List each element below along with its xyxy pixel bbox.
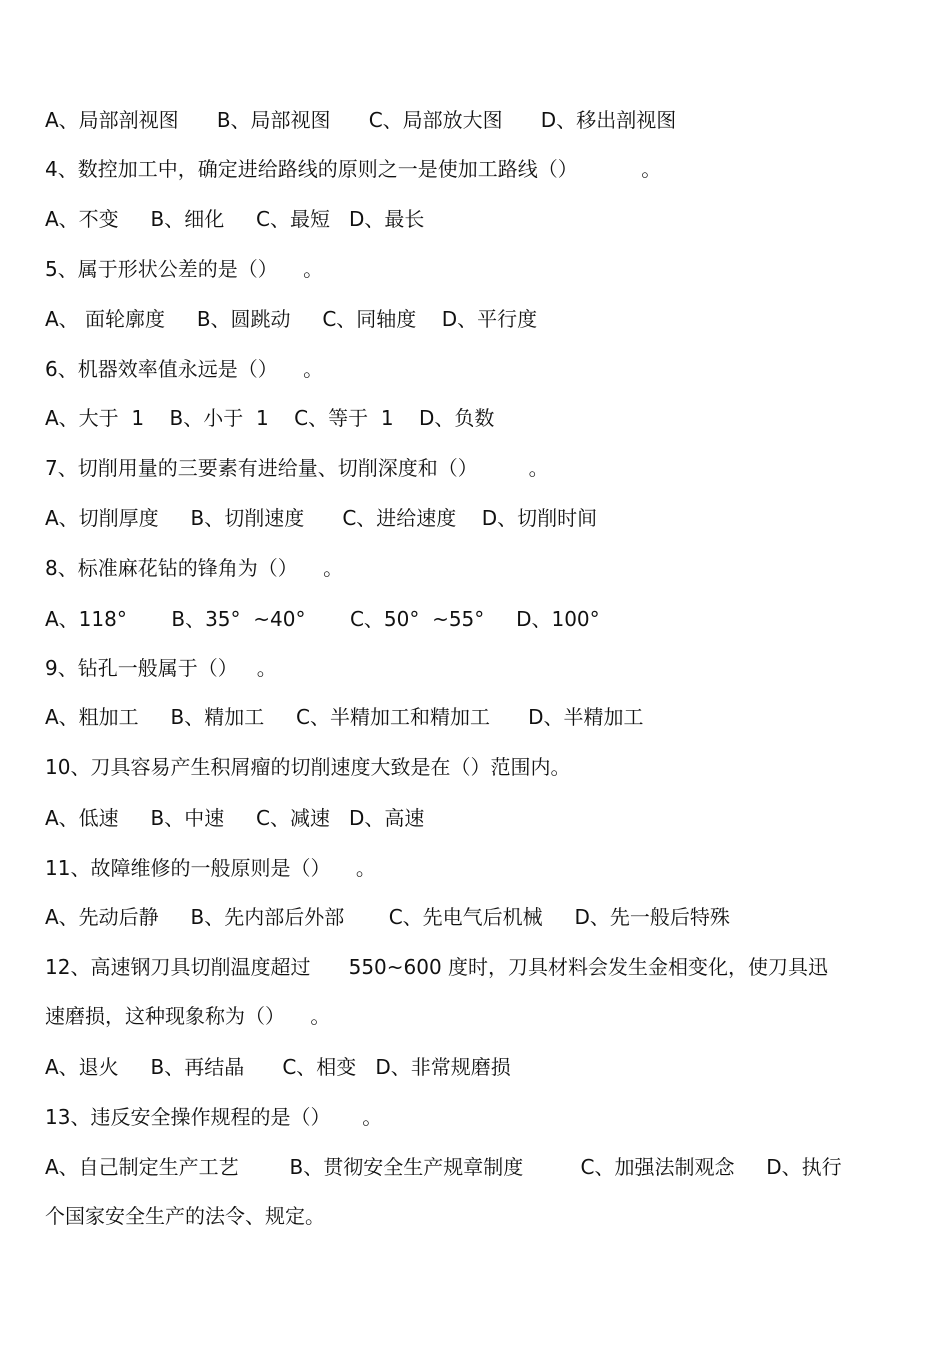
answer-options-13-line-1: A、自己制定生产工艺 B、贯彻安全生产规章制度 C、加强法制观念 D、执行 — [45, 1155, 842, 1179]
question-4: 4、数控加工中，确定进给路线的原则之一是使加工路线（） 。 — [45, 157, 662, 181]
question-9: 9、钻孔一般属于（） 。 — [45, 656, 277, 680]
answer-options-6: A、大于 1 B、小于 1 C、等于 1 D、负数 — [45, 406, 495, 430]
answer-options-12: A、退火 B、再结晶 C、相变 D、非常规磨损 — [45, 1055, 511, 1079]
answer-options-9: A、粗加工 B、精加工 C、半精加工和精加工 D、半精加工 — [45, 705, 644, 729]
answer-options-8: A、118° B、35° ~40° C、50° ~55° D、100° — [45, 607, 600, 631]
question-6: 6、机器效率值永远是（） 。 — [45, 357, 324, 381]
question-12-line-2: 速磨损，这种现象称为（） 。 — [45, 1004, 331, 1028]
answer-options-4: A、不变 B、细化 C、最短 D、最长 — [45, 207, 425, 231]
question-13: 13、违反安全操作规程的是（） 。 — [45, 1105, 383, 1129]
answer-options-3: A、局部剖视图 B、局部视图 C、局部放大图 D、移出剖视图 — [45, 108, 677, 132]
answer-options-5: A、 面轮廓度 B、圆跳动 C、同轴度 D、平行度 — [45, 307, 538, 331]
question-10: 10、刀具容易产生积屑瘤的切削速度大致是在（）范围内。 — [45, 755, 571, 779]
question-8: 8、标准麻花钻的锋角为（） 。 — [45, 556, 344, 580]
answer-options-13-line-2: 个国家安全生产的法令、规定。 — [45, 1204, 325, 1228]
answer-options-7: A、切削厚度 B、切削速度 C、进给速度 D、切削时间 — [45, 506, 598, 530]
question-11: 11、故障维修的一般原则是（） 。 — [45, 856, 376, 880]
question-12-line-1: 12、高速钢刀具切削温度超过 550~600 度时，刀具材料会发生金相变化，使刀具迅 — [45, 955, 829, 979]
question-7: 7、切削用量的三要素有进给量、切削深度和（） 。 — [45, 456, 549, 480]
answer-options-11: A、先动后静 B、先内部后外部 C、先电气后机械 D、先一般后特殊 — [45, 905, 730, 929]
question-5: 5、属于形状公差的是（） 。 — [45, 257, 324, 281]
answer-options-10: A、低速 B、中速 C、减速 D、高速 — [45, 806, 425, 830]
